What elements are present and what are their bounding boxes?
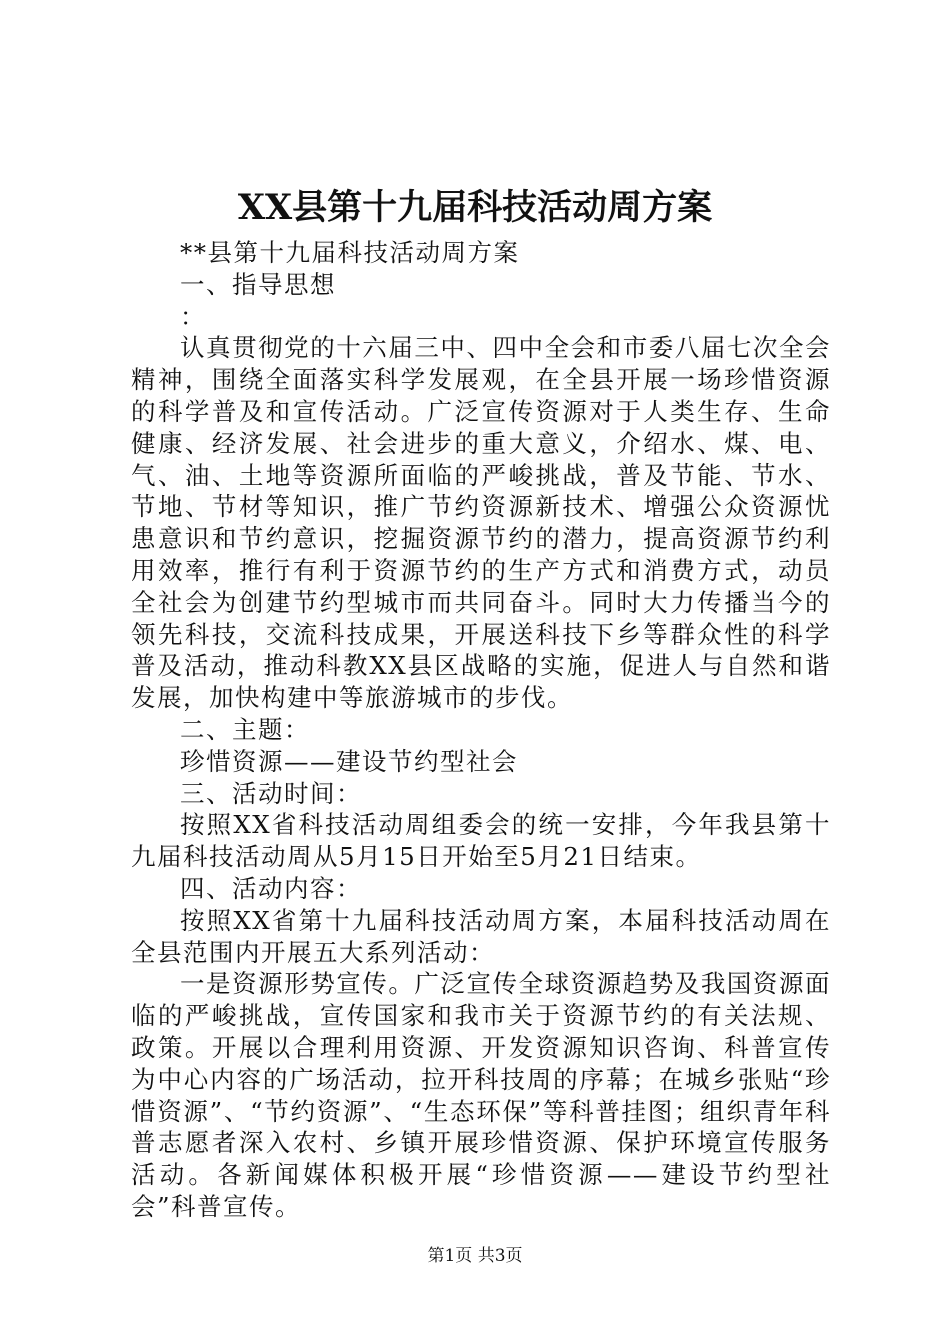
paragraph-activity-content: 按照XX省第十九届科技活动周方案，本届科技活动周在全县范围内开展五大系列活动：: [131, 905, 831, 967]
heading-activity-time: 三、活动时间：: [180, 778, 362, 808]
heading-guiding-ideology: 一、指导思想: [180, 269, 336, 299]
heading-theme: 二、主题：: [180, 714, 310, 744]
paragraph-colon: ：: [180, 301, 206, 331]
document-body: [131, 237, 831, 1223]
paragraph-theme: 珍惜资源——建设节约型社会: [180, 746, 518, 776]
page-footer: 第1页 共3页: [427, 1246, 523, 1266]
paragraph-guiding-ideology: 认真贯彻党的十六届三中、四中全会和市委八届七次全会精神，围绕全面落实科学发展观，在全县开展一场珍惜资源的科学普及和宣传活动。广泛宣传资源对于人类生存、生命健康、经济发展、社会进步的重大意义，介绍水、煤、电、气、油、土地等资源所面临的严峻挑战，普及节能、节水、节地、节材等知识，推广节约资源新技术、增强公众资源忧患意识和节约意识，挖掘资源节约的潜力，提高资源节约利用效率，推行有利于资源节约的生产方式和消费方式，动员全社会为创建节约型城市而共同奋斗。同时大力传播当今的领先科技，交流科技成果，开展送科技下乡等群众性的科学普及活动，推动科教XX县区战略的实施，促进人与自然和谐发展，加快构建中等旅游城市的步伐。: [131, 333, 831, 713]
heading-activity-content: 四、活动内容：: [180, 873, 362, 903]
paragraph-activity-time: 按照XX省科技活动周组委会的统一安排，今年我县第十九届科技活动周从5月15日开始至5月21日结束。: [131, 810, 831, 872]
paragraph-resource-publicity: 一是资源形势宣传。广泛宣传全球资源趋势及我国资源面临的严峻挑战，宣传国家和我市关于资源节约的有关法规、政策。开展以合理利用资源、开发资源知识咨询、科普宣传为中心内容的广场活动，拉开科技周的序幕；在城乡张贴“珍惜资源”、“节约资源”、“生态环保”等科普挂图；组织青年科普志愿者深入农村、乡镇开展珍惜资源、保护环境宣传服务活动。各新闻媒体积极开展“珍惜资源——建设节约型社会”科普宣传。: [131, 969, 831, 1221]
document-title: XX县第十九届科技活动周方案: [237, 187, 713, 228]
paragraph-subtitle: **县第十九届科技活动周方案: [180, 238, 520, 267]
